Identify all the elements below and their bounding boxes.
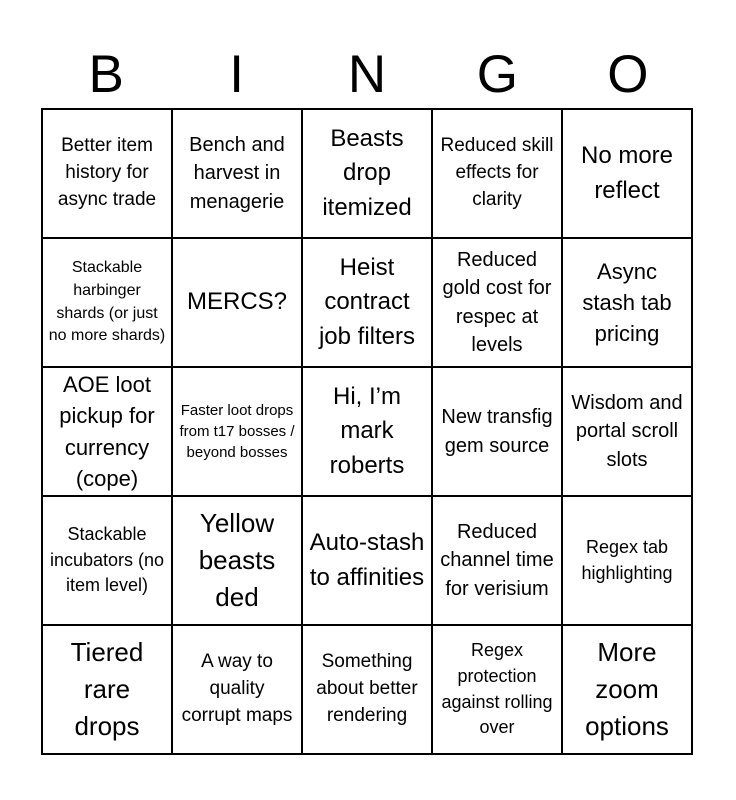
- bingo-cell-text: Reduced gold cost for respec at levels: [442, 248, 552, 356]
- bingo-cell-text: Something about better rendering: [316, 651, 418, 726]
- bingo-cell-text: MERCS?: [186, 288, 288, 316]
- bingo-letter-n: N: [347, 45, 387, 104]
- bingo-cell[interactable]: [173, 626, 301, 753]
- bingo-cell[interactable]: [173, 239, 301, 366]
- bingo-cell-text: New transfig gem source: [441, 406, 553, 457]
- bingo-grid: [41, 108, 693, 755]
- bingo-cell-text: Yellow beasts ded: [198, 508, 276, 612]
- bingo-cell-text: Regex protection against rolling over: [441, 640, 553, 738]
- bingo-cell-text: AOE loot pickup for currency (cope): [59, 372, 155, 491]
- bingo-cell[interactable]: [563, 368, 691, 495]
- bingo-cell-text: Reduced channel time for verisium: [440, 520, 554, 600]
- bingo-cell-text: Bench and harvest in menagerie: [189, 133, 285, 213]
- bingo-cell-text: Stackable harbinger shards (or just no more shards): [48, 259, 166, 345]
- bingo-cell-text: A way to quality corrupt maps: [181, 651, 293, 726]
- bingo-cell-text: Stackable incubators (no item level): [49, 524, 165, 596]
- bingo-cell[interactable]: [563, 626, 691, 753]
- bingo-cell-text: Wisdom and portal scroll slots: [571, 391, 683, 471]
- bingo-cell-text: Heist contract job filters: [318, 254, 416, 350]
- bingo-letter-b: B: [88, 45, 124, 104]
- bingo-letter-g: G: [476, 45, 519, 104]
- bingo-cell[interactable]: [563, 497, 691, 624]
- bingo-cell[interactable]: [43, 497, 171, 624]
- bingo-cell[interactable]: [433, 368, 561, 495]
- bingo-cell[interactable]: [563, 110, 691, 237]
- bingo-cell-text: Auto-stash to affinities: [309, 529, 425, 591]
- bingo-cell[interactable]: [173, 110, 301, 237]
- bingo-cell[interactable]: [303, 626, 431, 753]
- bingo-letter-i: I: [229, 45, 244, 104]
- bingo-cell[interactable]: [303, 368, 431, 495]
- bingo-letter-o: O: [607, 45, 649, 104]
- bingo-cell[interactable]: [303, 239, 431, 366]
- bingo-cell-text: Async stash tab pricing: [582, 258, 672, 347]
- bingo-cell[interactable]: [563, 239, 691, 366]
- bingo-cell[interactable]: [43, 239, 171, 366]
- bingo-cell[interactable]: [43, 626, 171, 753]
- bingo-cell-text: Beasts drop itemized: [322, 125, 412, 221]
- bingo-cell[interactable]: [303, 110, 431, 237]
- bingo-cell-text: Tiered rare drops: [70, 637, 144, 741]
- bingo-cell[interactable]: [303, 497, 431, 624]
- bingo-cell[interactable]: [173, 497, 301, 624]
- bingo-cell[interactable]: [433, 497, 561, 624]
- bingo-cell-text: No more reflect: [580, 142, 674, 204]
- bingo-cell[interactable]: [433, 626, 561, 753]
- bingo-cell[interactable]: [433, 239, 561, 366]
- bingo-cell[interactable]: [43, 110, 171, 237]
- bingo-cell-text: More zoom options: [585, 637, 669, 741]
- bingo-title: [41, 0, 693, 104]
- bingo-cell[interactable]: [433, 110, 561, 237]
- bingo-cell-text: Reduced skill effects for clarity: [440, 135, 554, 210]
- bingo-cell-text: Hi, I’m mark roberts: [329, 383, 405, 479]
- bingo-cell-text: Faster loot drops from t17 bosses / beyond bosses: [179, 401, 295, 462]
- bingo-cell-text: Better item history for async trade: [57, 135, 157, 210]
- bingo-cell[interactable]: [43, 368, 171, 495]
- bingo-cell[interactable]: [173, 368, 301, 495]
- bingo-cell-text: Regex tab highlighting: [581, 536, 673, 583]
